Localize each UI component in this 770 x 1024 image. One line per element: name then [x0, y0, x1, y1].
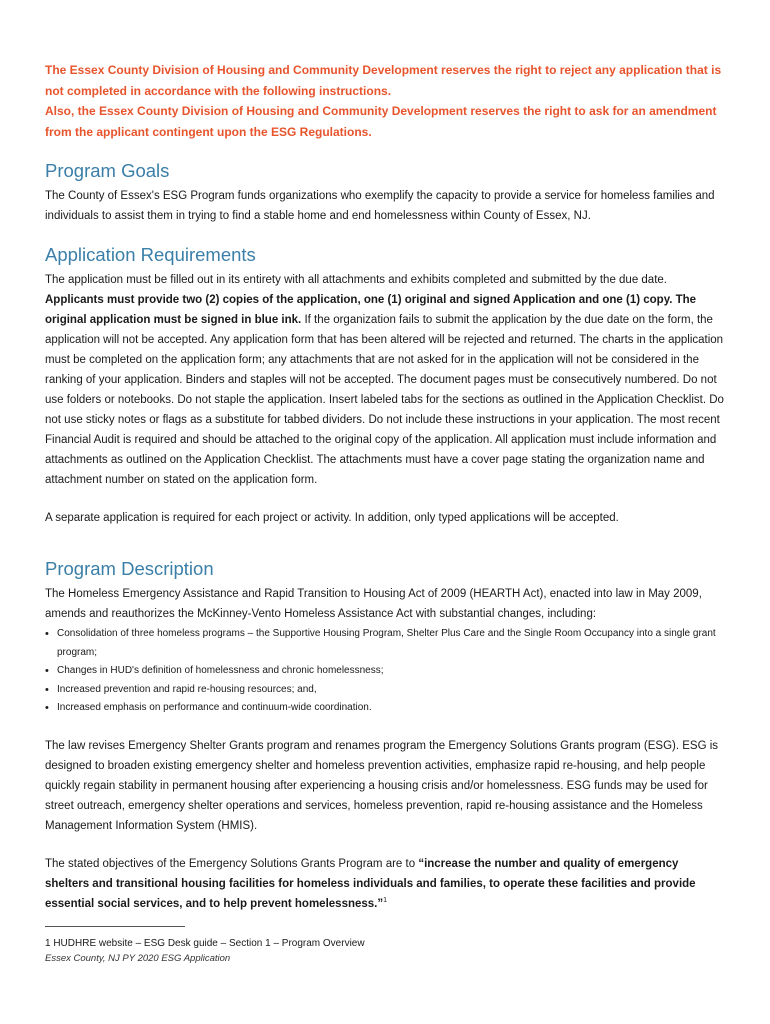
- heading-program-description: Program Description: [45, 558, 214, 579]
- separate-application-text: A separate application is required for each project or activity. In addition, only typed applications will be accepted.: [45, 512, 619, 524]
- list-item: • Changes in HUD's definition of homelessness and chronic homelessness;: [45, 662, 725, 681]
- heading-program-goals: Program Goals: [45, 160, 170, 181]
- description-intro: The Homeless Emergency Assistance and Rapid Transition to Housing Act of 2009 (HEARTH Act), enacted into law in May 2009, amends and reauthorizes the McKinney-Vento Homeless Assistance Act with substantial changes, including:: [45, 588, 702, 620]
- page-footer: Essex County, NJ PY 2020 ESG Application: [45, 952, 231, 964]
- requirements-rest: If the organization fails to submit the application by the due date on the form, the application will not be accepted. Any application form that has been altered will be rejected and returned. The charts in the application must be completed on the application form; any attachments that are not asked for in the application will not be considered in the ranking of your application. Binders and staples will not be accepted. The document pages must be consecutively numbered. Do not use folders or notebooks. Do not staple the application. Insert labeled tabs for the sections as outlined in the Application Checklist. Do not use sticky notes or flags as a substitute for tabbed dividers. Do not include these instructions in your application. The most recent Financial Audit is required and should be attached to the original copy of the application. All application must include information and attachments as outlined on the Application Checklist. The attachments must have a cover page stating the organization name and attachment number on stated on the application form.: [45, 314, 724, 486]
- requirements-copies-bold: Applicants must provide two (2) copies of the application, one (1) original and signed Application and one (1) copy. The original application must be signed in blue ink.: [45, 294, 697, 326]
- objectives-quote-bold: “increase the number and quality of emergency shelters and transitional housing facilities for homeless individuals and families, to operate these facilities and provide essential social services, and to help prevent homelessness.”: [45, 857, 696, 910]
- requirements-lead: The application must be filled out in its entirety with all attachments and exhibits completed and submitted by the due date.: [45, 274, 667, 286]
- notice-reject: The Essex County Division of Housing and Community Development reserves the right to reject any application that is not completed in accordance with the following instructions.: [45, 63, 722, 98]
- hearth-changes-list: [45, 625, 725, 718]
- requirements-paragraph: [45, 270, 725, 490]
- page-content: [45, 60, 725, 965]
- esg-objectives-paragraph: [45, 854, 725, 914]
- program-goals-text: The County of Essex's ESG Program funds organizations who exemplify the capacity to provide a service for homeless families and individuals to assist them in trying to find a stable home and end homelessness within County of Essex, NJ.: [45, 190, 715, 222]
- notice-amendment: Also, the Essex County Division of Housing and Community Development reserves the right to ask for an amendment from the applicant contingent upon the ESG Regulations.: [45, 104, 717, 139]
- heading-application-requirements: Application Requirements: [45, 244, 256, 265]
- footnote-text: 1 HUDHRE website – ESG Desk guide – Section 1 – Program Overview: [45, 937, 365, 949]
- list-item: • Increased prevention and rapid re-housing resources; and,: [45, 681, 725, 700]
- footnote-ref: 1: [383, 896, 388, 904]
- list-item: • Consolidation of three homeless programs – the Supportive Housing Program, Shelter Plus Care and the Single Room Occupancy into a single grant program;: [45, 625, 725, 662]
- footnote-divider: [45, 926, 185, 927]
- objectives-lead: The stated objectives of the Emergency Solutions Grants Program are to: [45, 857, 416, 870]
- list-item: • Increased emphasis on performance and continuum-wide coordination.: [45, 699, 725, 718]
- esg-law-paragraph: The law revises Emergency Shelter Grants program and renames program the Emergency Solutions Grants program (ESG). ESG is designed to broaden existing emergency shelter and homeless prevention activities, emphasize rapid re-housing, and help people quickly regain stability in permanent housing after experiencing a housing crisis and/or homelessness. ESG funds may be used for street outreach, emergency shelter operations and services, homeless prevention, rapid re-housing assistance and the Homeless Management Information System (HMIS).: [45, 739, 719, 832]
